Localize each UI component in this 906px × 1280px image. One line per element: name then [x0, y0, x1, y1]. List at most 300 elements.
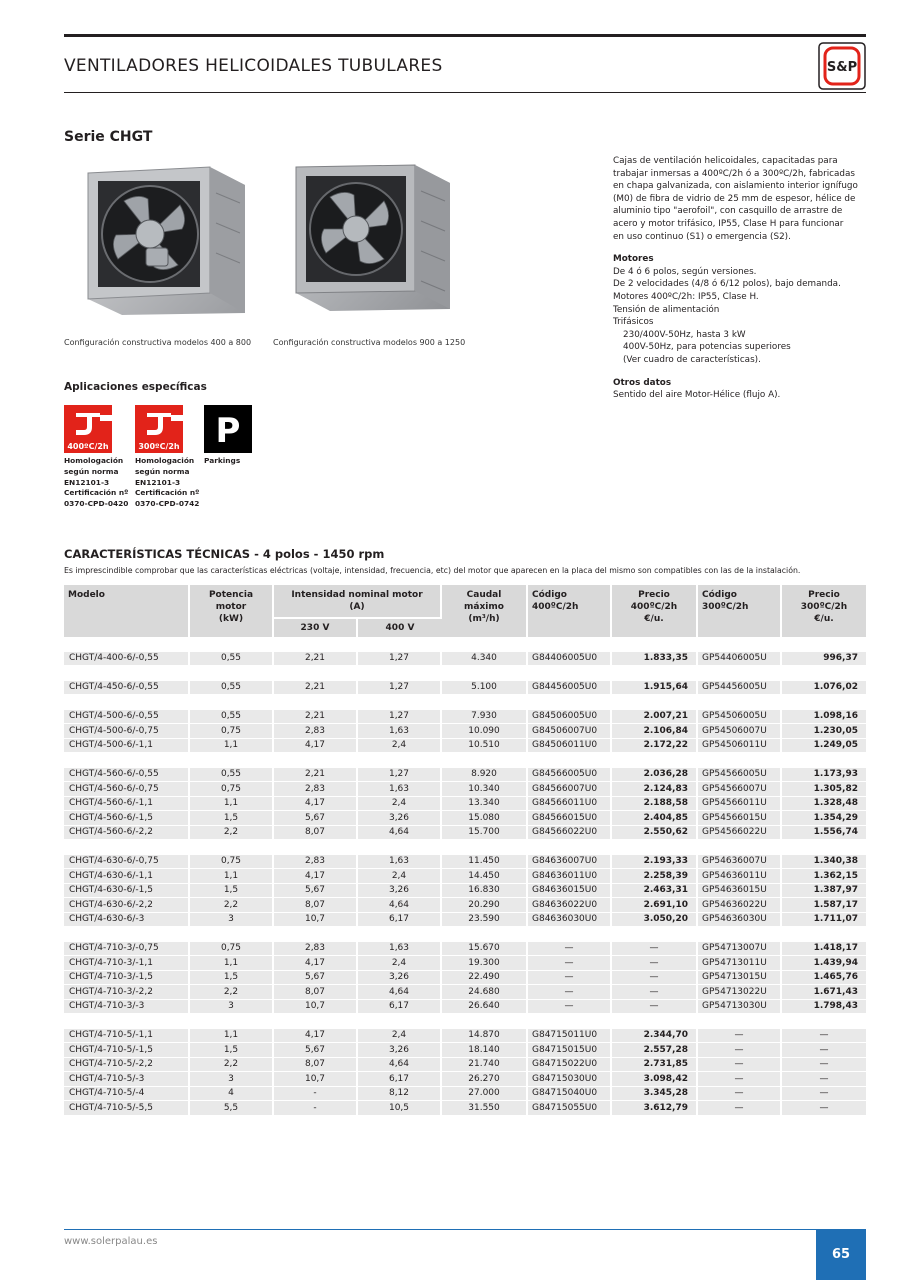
cell-caudal: 4.340: [442, 652, 528, 667]
table-row: [64, 913, 866, 928]
cell-modelo: CHGT/4-710-5/-1,1: [64, 1029, 190, 1044]
cell-400v: 6,17: [358, 1072, 442, 1087]
cell-precio-300: 1.439,94: [782, 956, 866, 971]
table-row: [64, 855, 866, 870]
technical-table: [64, 585, 866, 1116]
cell-modelo: CHGT/4-710-3/-0,75: [64, 942, 190, 957]
cell-codigo-400: —: [528, 956, 612, 971]
cell-230v: 4,17: [274, 869, 358, 884]
table-row: [64, 1043, 866, 1058]
cell-precio-400: —: [612, 971, 698, 986]
app-label-400c: Homologación según norma EN12101-3 Certificación nº 0370-CPD-0420: [64, 456, 129, 509]
cell-codigo-300: GP54506007U: [698, 724, 782, 739]
cell-codigo-400: G84566015U0: [528, 811, 612, 826]
description-intro: Cajas de ventilación helicoidales, capacitadas para trabajar inmersas a 400ºC/2h ó a 300ºC/2h, fabricadas en chapa galvanizada, con aislamiento interior ignífugo (M0) de fibra de vidrio de 25 mm de espesor, hélice de aluminio tipo "aerofoil", con casquillo de arrastre de acero y motor trifásico, IP55, Clase H para funcionar en uso continuo (S1) o emergencia (S2).: [613, 156, 858, 242]
col-modelo: Modelo: [64, 585, 190, 637]
cell-caudal: 10.510: [442, 739, 528, 754]
otros-datos-text: Sentido del aire Motor-Hélice (flujo A).: [613, 390, 781, 401]
cell-precio-400: —: [612, 956, 698, 971]
cell-codigo-300: GP54566007U: [698, 782, 782, 797]
cell-potencia: 0,75: [190, 782, 274, 797]
cell-precio-300: —: [782, 1072, 866, 1087]
cell-caudal: 15.670: [442, 942, 528, 957]
cell-modelo: CHGT/4-710-5/-1,5: [64, 1043, 190, 1058]
cell-potencia: 1,1: [190, 1029, 274, 1044]
cell-codigo-300: —: [698, 1072, 782, 1087]
cell-230v: 2,83: [274, 782, 358, 797]
cell-modelo: CHGT/4-630-6/-0,75: [64, 855, 190, 870]
cell-230v: 2,21: [274, 768, 358, 783]
cell-400v: 2,4: [358, 1029, 442, 1044]
svg-text:400ºC/2h: 400ºC/2h: [67, 442, 109, 451]
cell-codigo-400: G84715011U0: [528, 1029, 612, 1044]
otros-datos-heading: Otros datos: [613, 377, 672, 388]
cell-precio-400: 2.404,85: [612, 811, 698, 826]
parking-icon: [204, 405, 252, 453]
cell-modelo: CHGT/4-500-6/-0,55: [64, 710, 190, 725]
group-spacer: [64, 666, 866, 681]
table-row: [64, 1058, 866, 1073]
table-row: [64, 1072, 866, 1087]
cell-modelo: CHGT/4-630-6/-1,5: [64, 884, 190, 899]
cell-400v: 4,64: [358, 985, 442, 1000]
cell-230v: 5,67: [274, 811, 358, 826]
cell-caudal: 15.080: [442, 811, 528, 826]
cell-400v: 1,63: [358, 782, 442, 797]
cell-230v: 4,17: [274, 956, 358, 971]
cell-codigo-400: G84506007U0: [528, 724, 612, 739]
svg-text:P: P: [215, 411, 241, 451]
cell-precio-400: 3.612,79: [612, 1101, 698, 1116]
cell-precio-400: —: [612, 985, 698, 1000]
fan-box-image-small: [80, 163, 250, 318]
cell-400v: 3,26: [358, 1043, 442, 1058]
cell-precio-300: 1.340,38: [782, 855, 866, 870]
cell-precio-300: 1.798,43: [782, 1000, 866, 1015]
cell-400v: 10,5: [358, 1101, 442, 1116]
cell-230v: 4,17: [274, 1029, 358, 1044]
cell-precio-400: 1.833,35: [612, 652, 698, 667]
cell-codigo-400: G84506011U0: [528, 739, 612, 754]
cell-precio-300: 1.587,17: [782, 898, 866, 913]
group-spacer: [64, 637, 866, 652]
cell-400v: 2,4: [358, 956, 442, 971]
cell-codigo-300: GP54506005U: [698, 710, 782, 725]
cell-400v: 4,64: [358, 826, 442, 841]
cell-caudal: 26.640: [442, 1000, 528, 1015]
cell-potencia: 0,75: [190, 942, 274, 957]
cell-modelo: CHGT/4-710-3/-3: [64, 1000, 190, 1015]
cell-potencia: 1,5: [190, 811, 274, 826]
cell-modelo: CHGT/4-710-3/-2,2: [64, 985, 190, 1000]
table-row: [64, 652, 866, 667]
cell-precio-300: 1.305,82: [782, 782, 866, 797]
cell-precio-400: 3.098,42: [612, 1072, 698, 1087]
cell-230v: 8,07: [274, 826, 358, 841]
cell-codigo-400: —: [528, 985, 612, 1000]
cell-precio-400: 2.193,33: [612, 855, 698, 870]
cell-modelo: CHGT/4-560-6/-0,55: [64, 768, 190, 783]
cell-230v: -: [274, 1087, 358, 1102]
cell-precio-300: 1.362,15: [782, 869, 866, 884]
cell-codigo-300: —: [698, 1058, 782, 1073]
cell-modelo: CHGT/4-450-6/-0,55: [64, 681, 190, 696]
cell-230v: 5,67: [274, 884, 358, 899]
cell-caudal: 22.490: [442, 971, 528, 986]
cell-400v: 4,64: [358, 1058, 442, 1073]
cell-codigo-300: —: [698, 1043, 782, 1058]
table-row: [64, 768, 866, 783]
cell-precio-400: 2.124,83: [612, 782, 698, 797]
col-intensidad: Intensidad nominal motor (A): [274, 585, 442, 617]
cell-caudal: 24.680: [442, 985, 528, 1000]
cell-modelo: CHGT/4-560-6/-0,75: [64, 782, 190, 797]
cell-codigo-300: —: [698, 1029, 782, 1044]
cell-precio-300: 1.328,48: [782, 797, 866, 812]
table-row: [64, 1029, 866, 1044]
cell-potencia: 0,55: [190, 768, 274, 783]
cell-codigo-400: G84636022U0: [528, 898, 612, 913]
cell-precio-400: 2.188,58: [612, 797, 698, 812]
cell-precio-300: 1.098,16: [782, 710, 866, 725]
cell-precio-400: 2.036,28: [612, 768, 698, 783]
cell-400v: 1,27: [358, 652, 442, 667]
cell-codigo-300: GP54566011U: [698, 797, 782, 812]
cell-caudal: 10.090: [442, 724, 528, 739]
cell-potencia: 1,5: [190, 884, 274, 899]
cell-codigo-300: GP54456005U: [698, 681, 782, 696]
cell-precio-400: 3.050,20: [612, 913, 698, 928]
col-precio-400: Precio 400ºC/2h €/u.: [612, 585, 698, 637]
cell-codigo-400: G84566007U0: [528, 782, 612, 797]
cell-precio-400: 2.007,21: [612, 710, 698, 725]
cell-precio-300: —: [782, 1087, 866, 1102]
cell-230v: 8,07: [274, 1058, 358, 1073]
cell-modelo: CHGT/4-630-6/-3: [64, 913, 190, 928]
cell-precio-300: 1.354,29: [782, 811, 866, 826]
cell-precio-400: 2.258,39: [612, 869, 698, 884]
cell-230v: 8,07: [274, 985, 358, 1000]
cell-codigo-400: G84715015U0: [528, 1043, 612, 1058]
cell-codigo-300: GP54713007U: [698, 942, 782, 957]
cell-potencia: 0,55: [190, 710, 274, 725]
table-row: [64, 782, 866, 797]
cell-230v: 2,83: [274, 724, 358, 739]
col-precio-300: Precio 300ºC/2h €/u.: [782, 585, 866, 637]
cell-modelo: CHGT/4-710-3/-1,5: [64, 971, 190, 986]
cell-precio-300: 1.173,93: [782, 768, 866, 783]
table-row: [64, 724, 866, 739]
cell-potencia: 1,1: [190, 956, 274, 971]
cell-precio-300: 1.249,05: [782, 739, 866, 754]
table-row: [64, 884, 866, 899]
cell-400v: 3,26: [358, 971, 442, 986]
col-potencia: Potencia motor (kW): [190, 585, 274, 637]
cell-400v: 8,12: [358, 1087, 442, 1102]
cell-precio-300: 1.711,07: [782, 913, 866, 928]
table-row: [64, 942, 866, 957]
footer-url[interactable]: www.solerpalau.es: [64, 1236, 158, 1247]
cell-potencia: 2,2: [190, 985, 274, 1000]
cell-400v: 1,63: [358, 942, 442, 957]
cell-400v: 1,27: [358, 681, 442, 696]
cell-precio-300: 996,37: [782, 652, 866, 667]
table-row: [64, 811, 866, 826]
cell-230v: -: [274, 1101, 358, 1116]
col-codigo-300: Código 300ºC/2h: [698, 585, 782, 637]
cell-codigo-400: G84636030U0: [528, 913, 612, 928]
cell-230v: 8,07: [274, 898, 358, 913]
cell-precio-400: 3.345,28: [612, 1087, 698, 1102]
cell-codigo-400: G84406005U0: [528, 652, 612, 667]
cell-230v: 5,67: [274, 1043, 358, 1058]
cell-codigo-400: —: [528, 1000, 612, 1015]
table-row: [64, 710, 866, 725]
cell-caudal: 18.140: [442, 1043, 528, 1058]
cell-precio-300: 1.465,76: [782, 971, 866, 986]
cell-modelo: CHGT/4-710-5/-2,2: [64, 1058, 190, 1073]
cell-precio-300: —: [782, 1058, 866, 1073]
page-title: VENTILADORES HELICOIDALES TUBULARES: [64, 56, 443, 76]
cell-modelo: CHGT/4-710-5/-5,5: [64, 1101, 190, 1116]
cell-precio-300: 1.076,02: [782, 681, 866, 696]
table-row: [64, 956, 866, 971]
table-row: [64, 869, 866, 884]
svg-text:300ºC/2h: 300ºC/2h: [138, 442, 180, 451]
tech-note: Es imprescindible comprobar que las características eléctricas (voltaje, intensidad, frecuencia, etc) del motor que aparecen en la placa del mismo son compatibles con las de la instalación.: [64, 566, 801, 575]
cell-codigo-400: G84636015U0: [528, 884, 612, 899]
cell-codigo-300: GP54636022U: [698, 898, 782, 913]
cell-codigo-400: G84566005U0: [528, 768, 612, 783]
cell-caudal: 11.450: [442, 855, 528, 870]
cell-codigo-300: GP54713011U: [698, 956, 782, 971]
product-description: [613, 155, 873, 402]
cell-caudal: 27.000: [442, 1087, 528, 1102]
group-spacer: [64, 840, 866, 855]
cell-400v: 6,17: [358, 1000, 442, 1015]
cell-codigo-300: GP54566015U: [698, 811, 782, 826]
cell-precio-400: 2.463,31: [612, 884, 698, 899]
cell-caudal: 8.920: [442, 768, 528, 783]
cell-caudal: 19.300: [442, 956, 528, 971]
cell-modelo: CHGT/4-630-6/-2,2: [64, 898, 190, 913]
col-230v: 230 V: [274, 617, 358, 637]
cell-modelo: CHGT/4-710-5/-4: [64, 1087, 190, 1102]
cell-230v: 2,21: [274, 710, 358, 725]
cell-caudal: 20.290: [442, 898, 528, 913]
cell-precio-300: 1.671,43: [782, 985, 866, 1000]
cell-potencia: 3: [190, 1072, 274, 1087]
cell-modelo: CHGT/4-500-6/-0,75: [64, 724, 190, 739]
table-row: [64, 985, 866, 1000]
cell-modelo: CHGT/4-710-3/-1,1: [64, 956, 190, 971]
header-rule: [64, 92, 866, 93]
cell-precio-300: 1.556,74: [782, 826, 866, 841]
cell-caudal: 26.270: [442, 1072, 528, 1087]
cell-precio-400: 2.550,62: [612, 826, 698, 841]
cell-potencia: 3: [190, 1000, 274, 1015]
cell-codigo-400: G84715055U0: [528, 1101, 612, 1116]
cell-400v: 1,27: [358, 710, 442, 725]
cell-potencia: 1,5: [190, 971, 274, 986]
cell-precio-400: 2.557,28: [612, 1043, 698, 1058]
cell-caudal: 14.870: [442, 1029, 528, 1044]
cell-codigo-400: G84566022U0: [528, 826, 612, 841]
cell-modelo: CHGT/4-560-6/-1,1: [64, 797, 190, 812]
cell-caudal: 7.930: [442, 710, 528, 725]
cell-precio-400: 2.691,10: [612, 898, 698, 913]
cell-precio-400: 2.731,85: [612, 1058, 698, 1073]
cell-potencia: 1,5: [190, 1043, 274, 1058]
cell-caudal: 10.340: [442, 782, 528, 797]
cell-codigo-400: G84715022U0: [528, 1058, 612, 1073]
cell-potencia: 0,55: [190, 652, 274, 667]
top-rule: [64, 34, 866, 37]
image-caption-1: Configuración constructiva modelos 400 a 800: [64, 338, 252, 347]
table-row: [64, 898, 866, 913]
col-400v: 400 V: [358, 617, 442, 637]
motores-heading: Motores: [613, 254, 654, 265]
cell-codigo-300: —: [698, 1087, 782, 1102]
cell-caudal: 31.550: [442, 1101, 528, 1116]
cell-precio-300: —: [782, 1043, 866, 1058]
cell-codigo-400: G84566011U0: [528, 797, 612, 812]
cell-230v: 2,83: [274, 942, 358, 957]
cell-400v: 1,63: [358, 855, 442, 870]
cell-precio-300: 1.418,17: [782, 942, 866, 957]
table-row: [64, 826, 866, 841]
cell-400v: 3,26: [358, 811, 442, 826]
applications-title: Aplicaciones específicas: [64, 381, 207, 393]
cell-400v: 1,27: [358, 768, 442, 783]
cell-precio-300: —: [782, 1101, 866, 1116]
cell-potencia: 3: [190, 913, 274, 928]
cell-caudal: 5.100: [442, 681, 528, 696]
cell-230v: 10,7: [274, 1072, 358, 1087]
cell-precio-300: 1.387,97: [782, 884, 866, 899]
cell-codigo-300: GP54713030U: [698, 1000, 782, 1015]
cell-codigo-300: GP54713015U: [698, 971, 782, 986]
cell-caudal: 14.450: [442, 869, 528, 884]
app-label-parkings: Parkings: [204, 456, 241, 465]
group-spacer: [64, 1014, 866, 1029]
tech-section-title: CARACTERÍSTICAS TÉCNICAS - 4 polos - 1450 rpm: [64, 547, 385, 561]
group-spacer: [64, 927, 866, 942]
cell-precio-400: —: [612, 942, 698, 957]
cell-potencia: 1,1: [190, 869, 274, 884]
cell-modelo: CHGT/4-560-6/-1,5: [64, 811, 190, 826]
cell-codigo-400: G84506005U0: [528, 710, 612, 725]
cell-caudal: 15.700: [442, 826, 528, 841]
cell-230v: 4,17: [274, 797, 358, 812]
col-caudal: Caudal máximo (m³/h): [442, 585, 528, 637]
cell-caudal: 21.740: [442, 1058, 528, 1073]
fire-400c-icon: [64, 405, 112, 453]
fan-box-image-large: [290, 163, 455, 313]
table-row: [64, 739, 866, 754]
table-row: [64, 1101, 866, 1116]
cell-codigo-400: G84715030U0: [528, 1072, 612, 1087]
cell-230v: 2,21: [274, 681, 358, 696]
cell-400v: 2,4: [358, 869, 442, 884]
cell-precio-400: 2.172,22: [612, 739, 698, 754]
cell-400v: 1,63: [358, 724, 442, 739]
cell-potencia: 0,55: [190, 681, 274, 696]
cell-caudal: 16.830: [442, 884, 528, 899]
cell-potencia: 1,1: [190, 739, 274, 754]
technical-table-body: [64, 637, 866, 1116]
app-label-300c: Homologación según norma EN12101-3 Certificación nº 0370-CPD-0742: [135, 456, 200, 509]
cell-modelo: CHGT/4-710-5/-3: [64, 1072, 190, 1087]
motores-text: De 4 ó 6 polos, según versiones. De 2 velocidades (4/8 ó 6/12 polos), bajo demanda. Motores 400ºC/2h: IP55, Clase H. Tensión de alimentación Trifásicos 230/400V-50Hz, hasta 3 kW 400V-50Hz, para potencias superiores (Ver cuadro de características).: [613, 266, 841, 365]
cell-potencia: 2,2: [190, 826, 274, 841]
cell-codigo-300: GP54636030U: [698, 913, 782, 928]
cell-codigo-300: GP54566005U: [698, 768, 782, 783]
cell-codigo-300: GP54713022U: [698, 985, 782, 1000]
cell-modelo: CHGT/4-500-6/-1,1: [64, 739, 190, 754]
cell-precio-400: 2.344,70: [612, 1029, 698, 1044]
cell-codigo-400: —: [528, 971, 612, 986]
group-spacer: [64, 695, 866, 710]
cell-400v: 3,26: [358, 884, 442, 899]
cell-400v: 4,64: [358, 898, 442, 913]
image-caption-2: Configuración constructiva modelos 900 a 1250: [273, 338, 466, 347]
footer-rule: [64, 1229, 866, 1230]
cell-potencia: 1,1: [190, 797, 274, 812]
cell-caudal: 13.340: [442, 797, 528, 812]
cell-400v: 2,4: [358, 739, 442, 754]
table-row: [64, 1000, 866, 1015]
cell-230v: 4,17: [274, 739, 358, 754]
cell-codigo-400: G84636011U0: [528, 869, 612, 884]
cell-230v: 10,7: [274, 913, 358, 928]
cell-codigo-300: GP54636011U: [698, 869, 782, 884]
cell-230v: 10,7: [274, 1000, 358, 1015]
col-codigo-400: Código 400ºC/2h: [528, 585, 612, 637]
series-title: Serie CHGT: [64, 129, 153, 145]
cell-codigo-300: GP54636007U: [698, 855, 782, 870]
cell-codigo-400: G84456005U0: [528, 681, 612, 696]
page-number: 65: [816, 1229, 866, 1280]
cell-modelo: CHGT/4-560-6/-2,2: [64, 826, 190, 841]
cell-potencia: 2,2: [190, 1058, 274, 1073]
cell-potencia: 5,5: [190, 1101, 274, 1116]
cell-potencia: 0,75: [190, 855, 274, 870]
cell-modelo: CHGT/4-630-6/-1,1: [64, 869, 190, 884]
cell-codigo-300: GP54636015U: [698, 884, 782, 899]
table-row: [64, 1087, 866, 1102]
table-row: [64, 681, 866, 696]
cell-caudal: 23.590: [442, 913, 528, 928]
cell-precio-300: —: [782, 1029, 866, 1044]
sp-logo: [818, 42, 866, 90]
cell-precio-400: —: [612, 1000, 698, 1015]
cell-precio-400: 1.915,64: [612, 681, 698, 696]
cell-400v: 6,17: [358, 913, 442, 928]
cell-230v: 5,67: [274, 971, 358, 986]
cell-codigo-400: G84715040U0: [528, 1087, 612, 1102]
cell-potencia: 2,2: [190, 898, 274, 913]
cell-230v: 2,21: [274, 652, 358, 667]
cell-codigo-300: —: [698, 1101, 782, 1116]
cell-potencia: 4: [190, 1087, 274, 1102]
cell-modelo: CHGT/4-400-6/-0,55: [64, 652, 190, 667]
cell-400v: 2,4: [358, 797, 442, 812]
cell-codigo-400: G84636007U0: [528, 855, 612, 870]
fire-300c-icon: [135, 405, 183, 453]
cell-potencia: 0,75: [190, 724, 274, 739]
cell-codigo-400: —: [528, 942, 612, 957]
